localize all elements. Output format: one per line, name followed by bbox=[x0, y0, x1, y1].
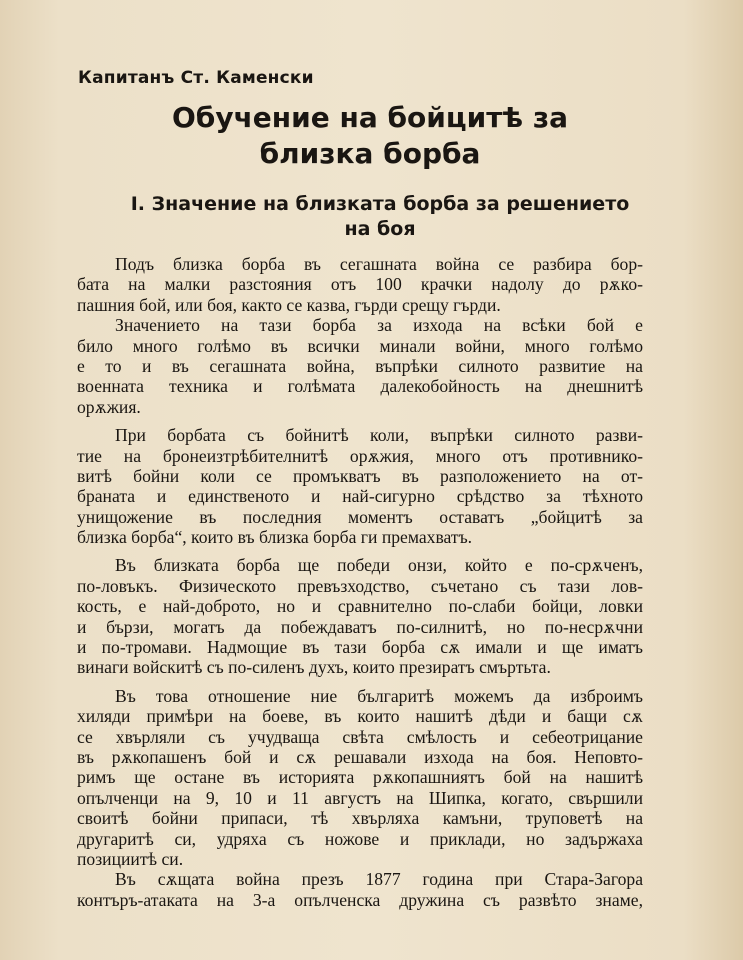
paragraph bbox=[77, 254, 643, 315]
text-line: е то и въ сегашната война, въпрѣки силното развитие на bbox=[77, 355, 643, 376]
text-line: Въ сѫщата война презъ 1877 година при Стара-Загора bbox=[115, 869, 643, 890]
section-heading-line-2: на боя bbox=[344, 218, 416, 240]
text-line: Въ това отношение ние българитѣ можемъ да изброимъ bbox=[115, 685, 643, 706]
text-line: Значението на тази борба за изхода на всѣки бой е bbox=[115, 315, 643, 336]
text-line: своитѣ бойни припаси, тѣ хвърляха камъни, труповетѣ на bbox=[77, 808, 643, 829]
text-line: опълченци на 9, 10 и 11 августъ на Шипка, когато, свършили bbox=[77, 787, 643, 808]
text-line: било много голѣмо въ всички минали войни, много голѣмо bbox=[77, 335, 643, 356]
section-heading bbox=[80, 192, 680, 242]
text-line: и бързи, могатъ да побеждаватъ по-силнитѣ, но по-несрѫчни bbox=[77, 616, 643, 637]
section-heading-line-1: I. Значение на близката борба за решението bbox=[130, 193, 630, 215]
text-line: браната и единственото и най-сигурно срѣдство за тѣхното bbox=[77, 486, 643, 507]
text-line: военната техника и голѣмата далекобойность на днешнитѣ bbox=[77, 376, 643, 397]
body-text bbox=[77, 254, 643, 910]
text-line: унищожение въ последния моментъ оставатъ „бойцитѣ за bbox=[77, 506, 643, 527]
text-line: другаритѣ си, удряха съ ножове и приклади, но задържаха bbox=[77, 828, 643, 849]
text-line: тие на бронеизтрѣбителнитѣ орѫжия, много отъ противнико- bbox=[77, 445, 643, 466]
title-line-1: Обучение на бойцитѣ за bbox=[171, 101, 569, 134]
article-title bbox=[120, 100, 620, 172]
text-line: При борбата съ бойнитѣ коли, въпрѣки силното разви- bbox=[115, 425, 643, 446]
text-line: контъръ-атаката на 3-а опълченска дружина съ развѣто знаме, bbox=[77, 889, 643, 910]
text-line: бата на малки разстояния отъ 100 крачки надолу до рѫко- bbox=[77, 274, 643, 295]
text-line: кость, е най-доброто, но и сравнително по-слаби бойци, ловки bbox=[77, 596, 643, 617]
title-line-2: близка борба bbox=[259, 137, 481, 170]
text-line: хиляди примѣри на боеве, въ които нашитѣ дѣди и бащи сѫ bbox=[77, 706, 643, 727]
text-line: витѣ бойни коли се промъкватъ въ разположението на от- bbox=[77, 465, 643, 486]
paragraph bbox=[77, 555, 643, 677]
paragraph bbox=[77, 869, 643, 910]
text-line: Въ близката борба ще победи онзи, който е по-срѫченъ, bbox=[115, 555, 643, 576]
text-line: близка борба“, които въ близка борба ги премахватъ. bbox=[77, 527, 473, 548]
text-line: Подъ близка борба въ сегашната война се разбира бор- bbox=[115, 254, 643, 274]
paragraph bbox=[77, 425, 643, 547]
text-line: позициитѣ си. bbox=[77, 848, 184, 869]
text-line: и по-тромави. Надмощие въ тази борба сѫ имали и ще иматъ bbox=[77, 637, 643, 658]
text-line: въ рѫкопашенъ бой и сѫ решавали изхода на боя. Неповто- bbox=[77, 746, 643, 767]
text-line: пашния бой, или боя, както се казва, гърди срещу гърди. bbox=[77, 294, 501, 315]
text-line: винаги войскитѣ съ по-силенъ духъ, които презиратъ смъртьта. bbox=[77, 657, 551, 678]
paragraph bbox=[77, 315, 643, 417]
text-line: орѫжия. bbox=[77, 396, 141, 417]
text-line: по-ловъкъ. Физическото превъзходство, съчетано съ тази лов- bbox=[77, 575, 643, 596]
text-line: се хвърляли съ учудваща свѣта смѣлость и себеотрицание bbox=[77, 726, 643, 747]
author-line: Капитанъ Ст. Каменски bbox=[78, 68, 314, 88]
paragraph bbox=[77, 686, 643, 870]
text-line: римъ ще остане въ историята рѫкопашниятъ бой на нашитѣ bbox=[77, 767, 643, 788]
